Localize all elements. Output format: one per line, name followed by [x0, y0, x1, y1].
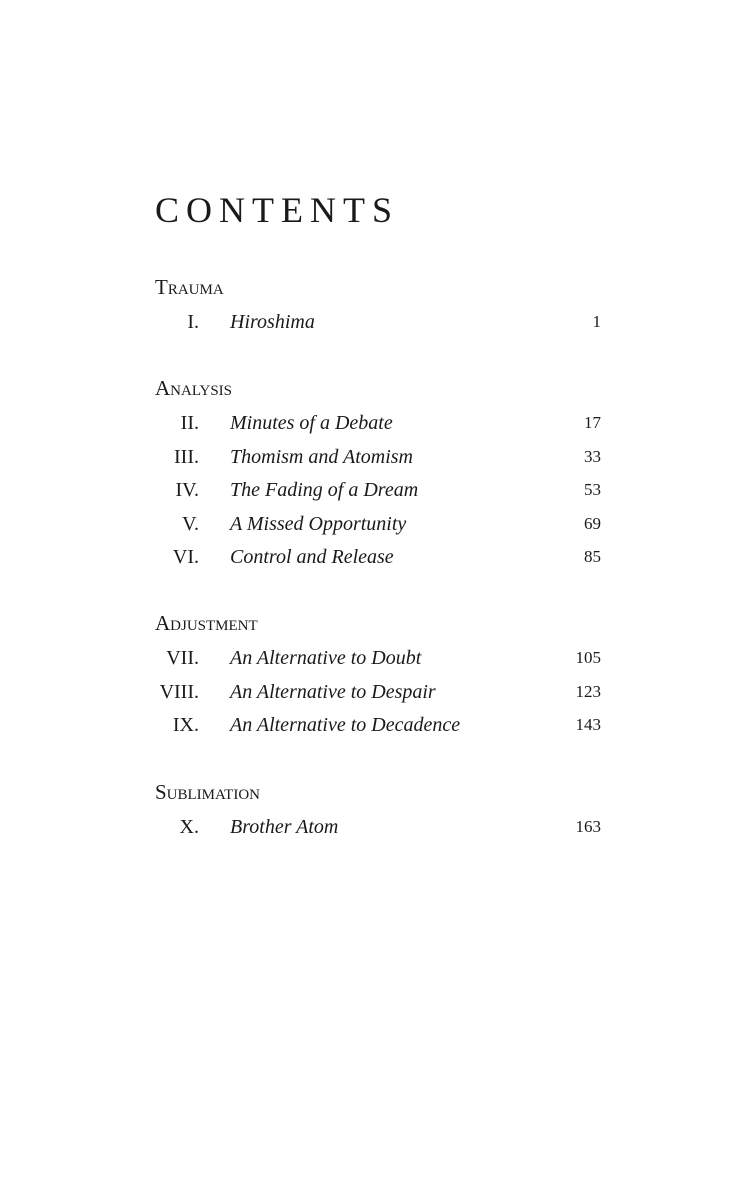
page-number: 85: [584, 546, 601, 566]
toc-entry: [155, 543, 601, 576]
toc-entry: [155, 678, 601, 711]
part-sublimation: [155, 779, 601, 846]
chapter-numeral: X.: [179, 815, 199, 838]
page-number: 17: [584, 413, 601, 433]
chapter-numeral: VI.: [172, 545, 199, 568]
chapter-title: A Missed Opportunity: [230, 512, 407, 535]
part-adjustment: [155, 610, 601, 744]
chapter-title: Brother Atom: [230, 815, 339, 838]
chapter-title: Control and Release: [230, 545, 394, 568]
chapter-title: Minutes of a Debate: [230, 412, 393, 435]
chapter-title: Thomism and Atomism: [230, 445, 413, 468]
page-number: 53: [584, 480, 601, 500]
chapter-numeral: VII.: [166, 647, 199, 670]
part-analysis: [155, 375, 601, 576]
chapter-numeral: III.: [174, 445, 199, 468]
toc-entry: [155, 644, 601, 677]
chapter-numeral: II.: [180, 412, 199, 435]
part-heading: Trauma: [155, 275, 224, 299]
part-heading: Sublimation: [155, 779, 261, 804]
chapter-numeral: VIII.: [159, 680, 199, 703]
toc-entry: [155, 409, 601, 442]
chapter-numeral: V.: [182, 512, 199, 535]
chapter-title: Hiroshima: [230, 311, 315, 333]
chapter-title: The Fading of a Dream: [230, 479, 419, 502]
toc-entry: [155, 510, 601, 543]
part-heading: Adjustment: [155, 611, 258, 636]
page-number: 163: [575, 816, 601, 836]
toc-entry: [155, 443, 601, 476]
page-number: 143: [575, 715, 601, 735]
chapter-title: An Alternative to Doubt: [230, 647, 422, 670]
part-heading: Analysis: [155, 376, 233, 401]
toc-entry: [155, 476, 601, 509]
chapter-numeral: IV.: [175, 479, 199, 502]
page-title: CONTENTS: [155, 190, 399, 230]
toc-entry: [155, 711, 601, 744]
chapter-numeral: IX.: [172, 714, 199, 737]
page-number: 105: [575, 648, 601, 668]
page-number: 123: [575, 681, 601, 701]
toc-entry: [155, 308, 601, 341]
page-number: 69: [584, 513, 601, 533]
page-number: 1: [592, 312, 601, 331]
page-number: 33: [584, 446, 601, 466]
table-of-contents: [155, 188, 601, 880]
part-trauma: [155, 274, 601, 341]
chapter-numeral: I.: [187, 311, 199, 333]
chapter-title: An Alternative to Despair: [230, 680, 436, 703]
chapter-title: An Alternative to Decadence: [230, 714, 461, 737]
toc-entry: [155, 813, 601, 846]
